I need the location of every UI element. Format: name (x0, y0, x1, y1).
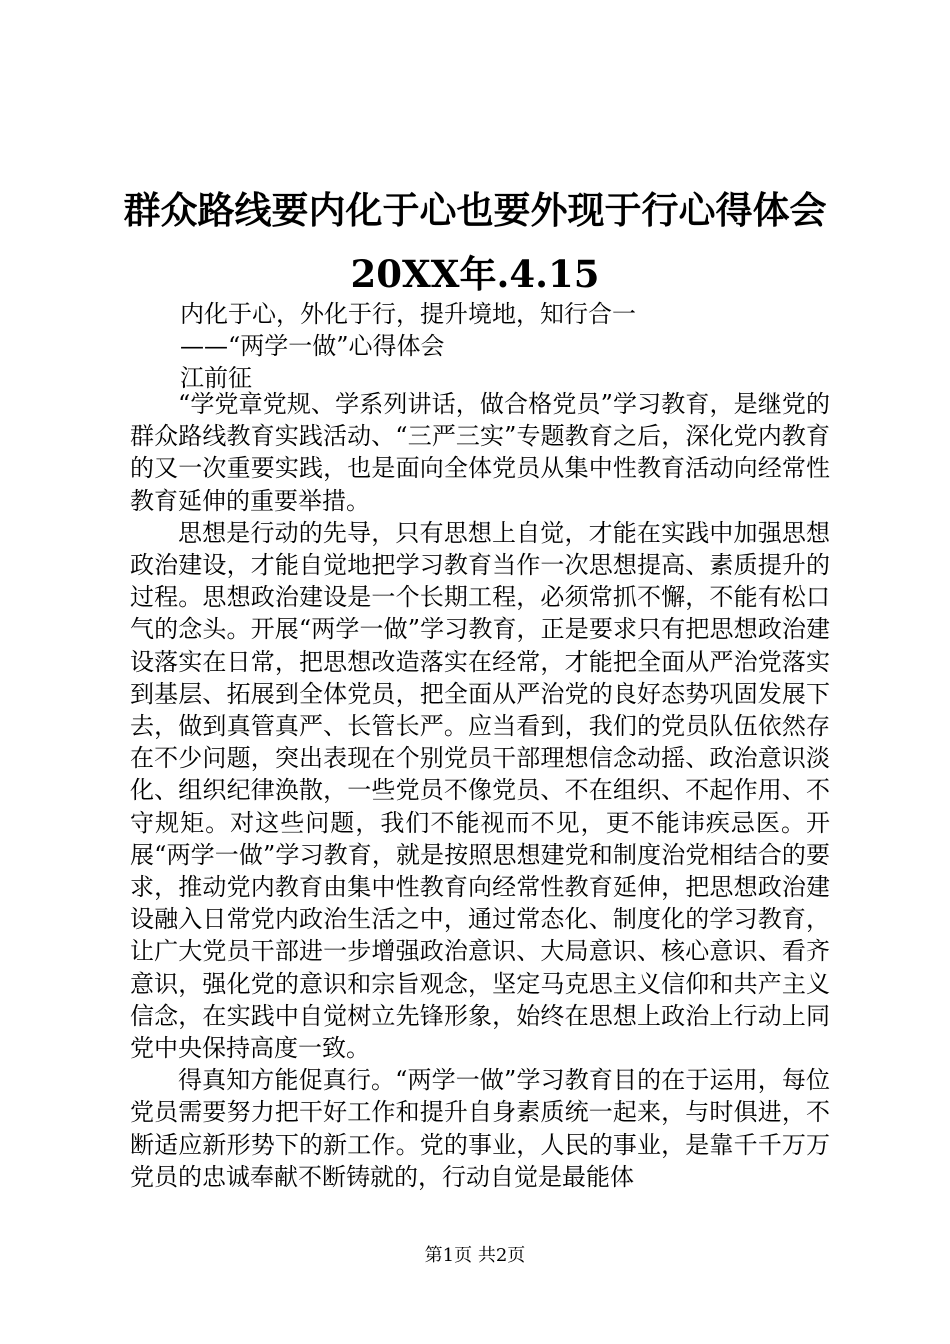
body-paragraph-2: 思想是行动的先导，只有思想上自觉，才能在实践中加强思想政治建设，才能自觉地把学习教育当作一次思想提高、素质提升的过程。思想政治建设是一个长期工程，必须常抓不懈，不能有松口气的念头。开展“两学一做”学习教育，正是要求只有把思想政治建设落实在日常，把思想改造落实在经常，才能把全面从严治党落实到基层、拓展到全体党员，把全面从严治党的良好态势巩固发展下去，做到真管真严、长管长严。应当看到，我们的党员队伍依然存在不少问题，突出表现在个别党员干部理想信念动摇、政治意识淡化、组织纪律涣散，一些党员不像党员、不在组织、不起作用、不守规矩。对这些问题，我们不能视而不见，更不能讳疾忌医。开展“两学一做”学习教育，就是按照思想建党和制度治党相结合的要求，推动党内教育由集中性教育向经常性教育延伸，把思想政治建设融入日常党内政治生活之中，通过常态化、制度化的学习教育，让广大党员干部进一步增强政治意识、大局意识、核心意识、看齐意识，强化党的意识和宗旨观念，坚定马克思主义信仰和共产主义信念，在实践中自觉树立先锋形象，始终在思想上政治上行动上同党中央保持高度一致。 (130, 518, 830, 1063)
body-paragraph-3: 得真知方能促真行。“两学一做”学习教育目的在于运用，每位党员需要努力把干好工作和提升自身素质统一起来，与时俱进，不断适应新形势下的新工作。党的事业，人民的事业，是靠千千万万党员的忠诚奉献不断铸就的，行动自觉是最能体 (130, 1066, 830, 1191)
document-subtitle-secondary: ——“两学一做”心得体会 (180, 332, 445, 360)
document-date: 20XX年.4.15 (350, 252, 600, 296)
document-body (130, 388, 830, 1193)
page-number-footer: 第1页 共2页 (424, 1245, 526, 1266)
body-paragraph-1: “学党章党规、学系列讲话，做合格党员”学习教育，是继党的群众路线教育实践活动、“三严三实”专题教育之后，深化党内教育的又一次重要实践，也是面向全体党员从集中性教育活动向经常性教育延伸的重要举措。 (130, 390, 830, 515)
document-title: 群众路线要内化于心也要外现于行心得体会 (123, 188, 827, 232)
document-author: 江前征 (180, 364, 252, 392)
document-subtitle: 内化于心，外化于行，提升境地，知行合一 (180, 300, 636, 328)
